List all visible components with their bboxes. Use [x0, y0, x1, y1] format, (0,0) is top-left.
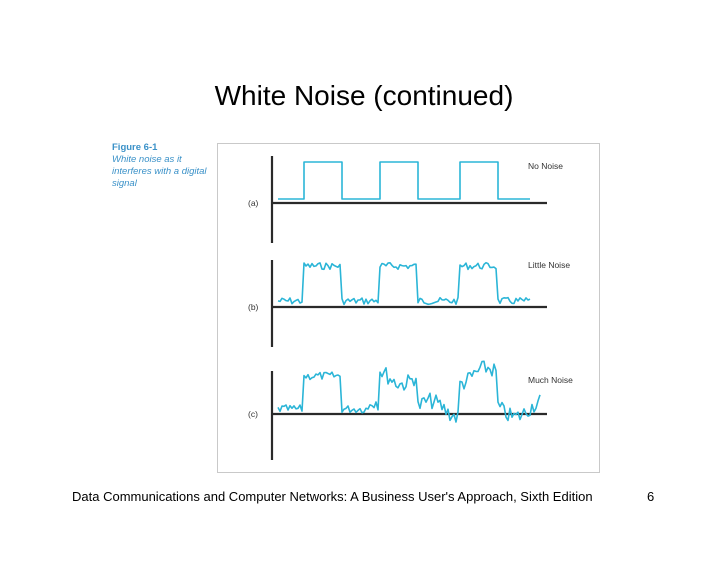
panel-b-label: Little Noise	[528, 260, 571, 270]
panel-a-signal	[278, 162, 530, 199]
panel-b-letter: (b)	[248, 302, 259, 312]
panel-a	[248, 156, 563, 243]
noise-diagram	[218, 144, 601, 474]
panel-b	[248, 260, 570, 347]
panel-c-label: Much Noise	[528, 375, 573, 385]
slide-title: White Noise (continued)	[214, 80, 514, 111]
panel-c-letter: (c)	[248, 409, 258, 419]
figure-number: Figure 6-1	[112, 142, 158, 153]
footer-text: Data Communications and Computer Networks: A Business User's Approach, Sixth Edition	[72, 489, 593, 504]
panel-c	[248, 361, 573, 460]
panel-a-letter: (a)	[248, 198, 259, 208]
panel-c-signal	[278, 361, 540, 422]
figure-description: White noise as it interferes with a digital signal	[112, 154, 207, 189]
panel-b-signal	[278, 263, 530, 305]
figure-caption	[112, 142, 212, 190]
figure-panel	[217, 143, 600, 473]
panel-a-label: No Noise	[528, 161, 563, 171]
page-number: 6	[647, 489, 655, 504]
